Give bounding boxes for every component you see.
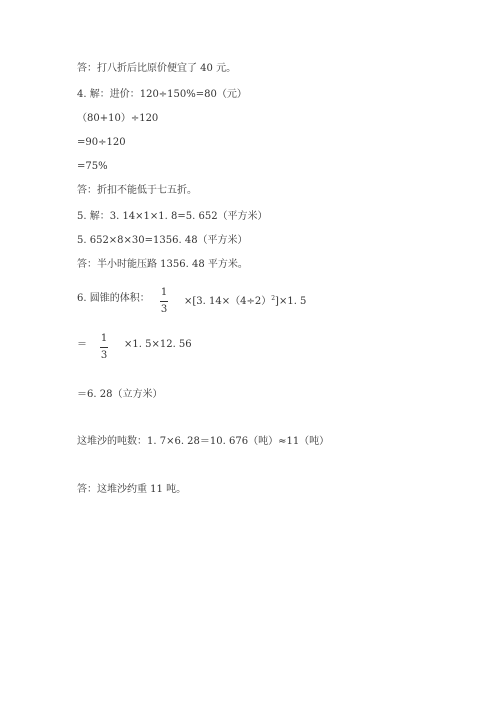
fraction-numerator: 1 bbox=[100, 333, 108, 344]
fraction-bar bbox=[160, 301, 168, 302]
solution-6-label: 6. 圆锥的体积： bbox=[77, 293, 150, 304]
fraction-denominator: 3 bbox=[100, 350, 108, 361]
fraction-bar bbox=[100, 347, 108, 348]
solution-4-step-2: =90÷120 bbox=[77, 137, 126, 148]
fraction-one-third-a bbox=[159, 287, 169, 316]
answer-line-1: 答：打八折后比原价便宜了 40 元。 bbox=[77, 63, 237, 74]
solution-6-step-1-expression: ×1. 5×12. 56 bbox=[124, 339, 192, 350]
superscript-exponent: 2 bbox=[271, 295, 276, 302]
solution-6-step-2: ＝6. 28（立方米） bbox=[77, 389, 163, 400]
fraction-denominator: 3 bbox=[160, 304, 168, 315]
solution-4-step-3: =75% bbox=[77, 161, 108, 172]
fraction-numerator: 1 bbox=[160, 287, 168, 298]
answer-line-5: 答：半小时能压路 1356. 48 平方米。 bbox=[77, 259, 248, 270]
solution-6-tonnage: 这堆沙的吨数：1. 7×6. 28＝10. 676（吨）≈11（吨） bbox=[77, 436, 330, 447]
solution-6-step-1-equals: ＝ bbox=[77, 339, 87, 350]
fraction-one-third-b bbox=[99, 333, 109, 362]
solution-6-expression bbox=[184, 293, 306, 308]
solution-5-line: 5. 解：3. 14×1×1. 8=5. 652（平方米） bbox=[77, 211, 268, 222]
solution-6-expression-main: ×[3. 14×（4÷2） bbox=[184, 296, 272, 307]
answer-line-6: 答：这堆沙约重 11 吨。 bbox=[77, 484, 187, 495]
answer-line-4: 答：折扣不能低于七五折。 bbox=[77, 185, 197, 196]
solution-5-step-1: 5. 652×8×30=1356. 48（平方米） bbox=[77, 235, 248, 246]
solution-4-step-1: （80+10）÷120 bbox=[77, 113, 159, 124]
solution-4-line: 4. 解：进价：120÷150%=80（元） bbox=[77, 89, 247, 100]
solution-6-expression-end: ]×1. 5 bbox=[275, 296, 307, 307]
